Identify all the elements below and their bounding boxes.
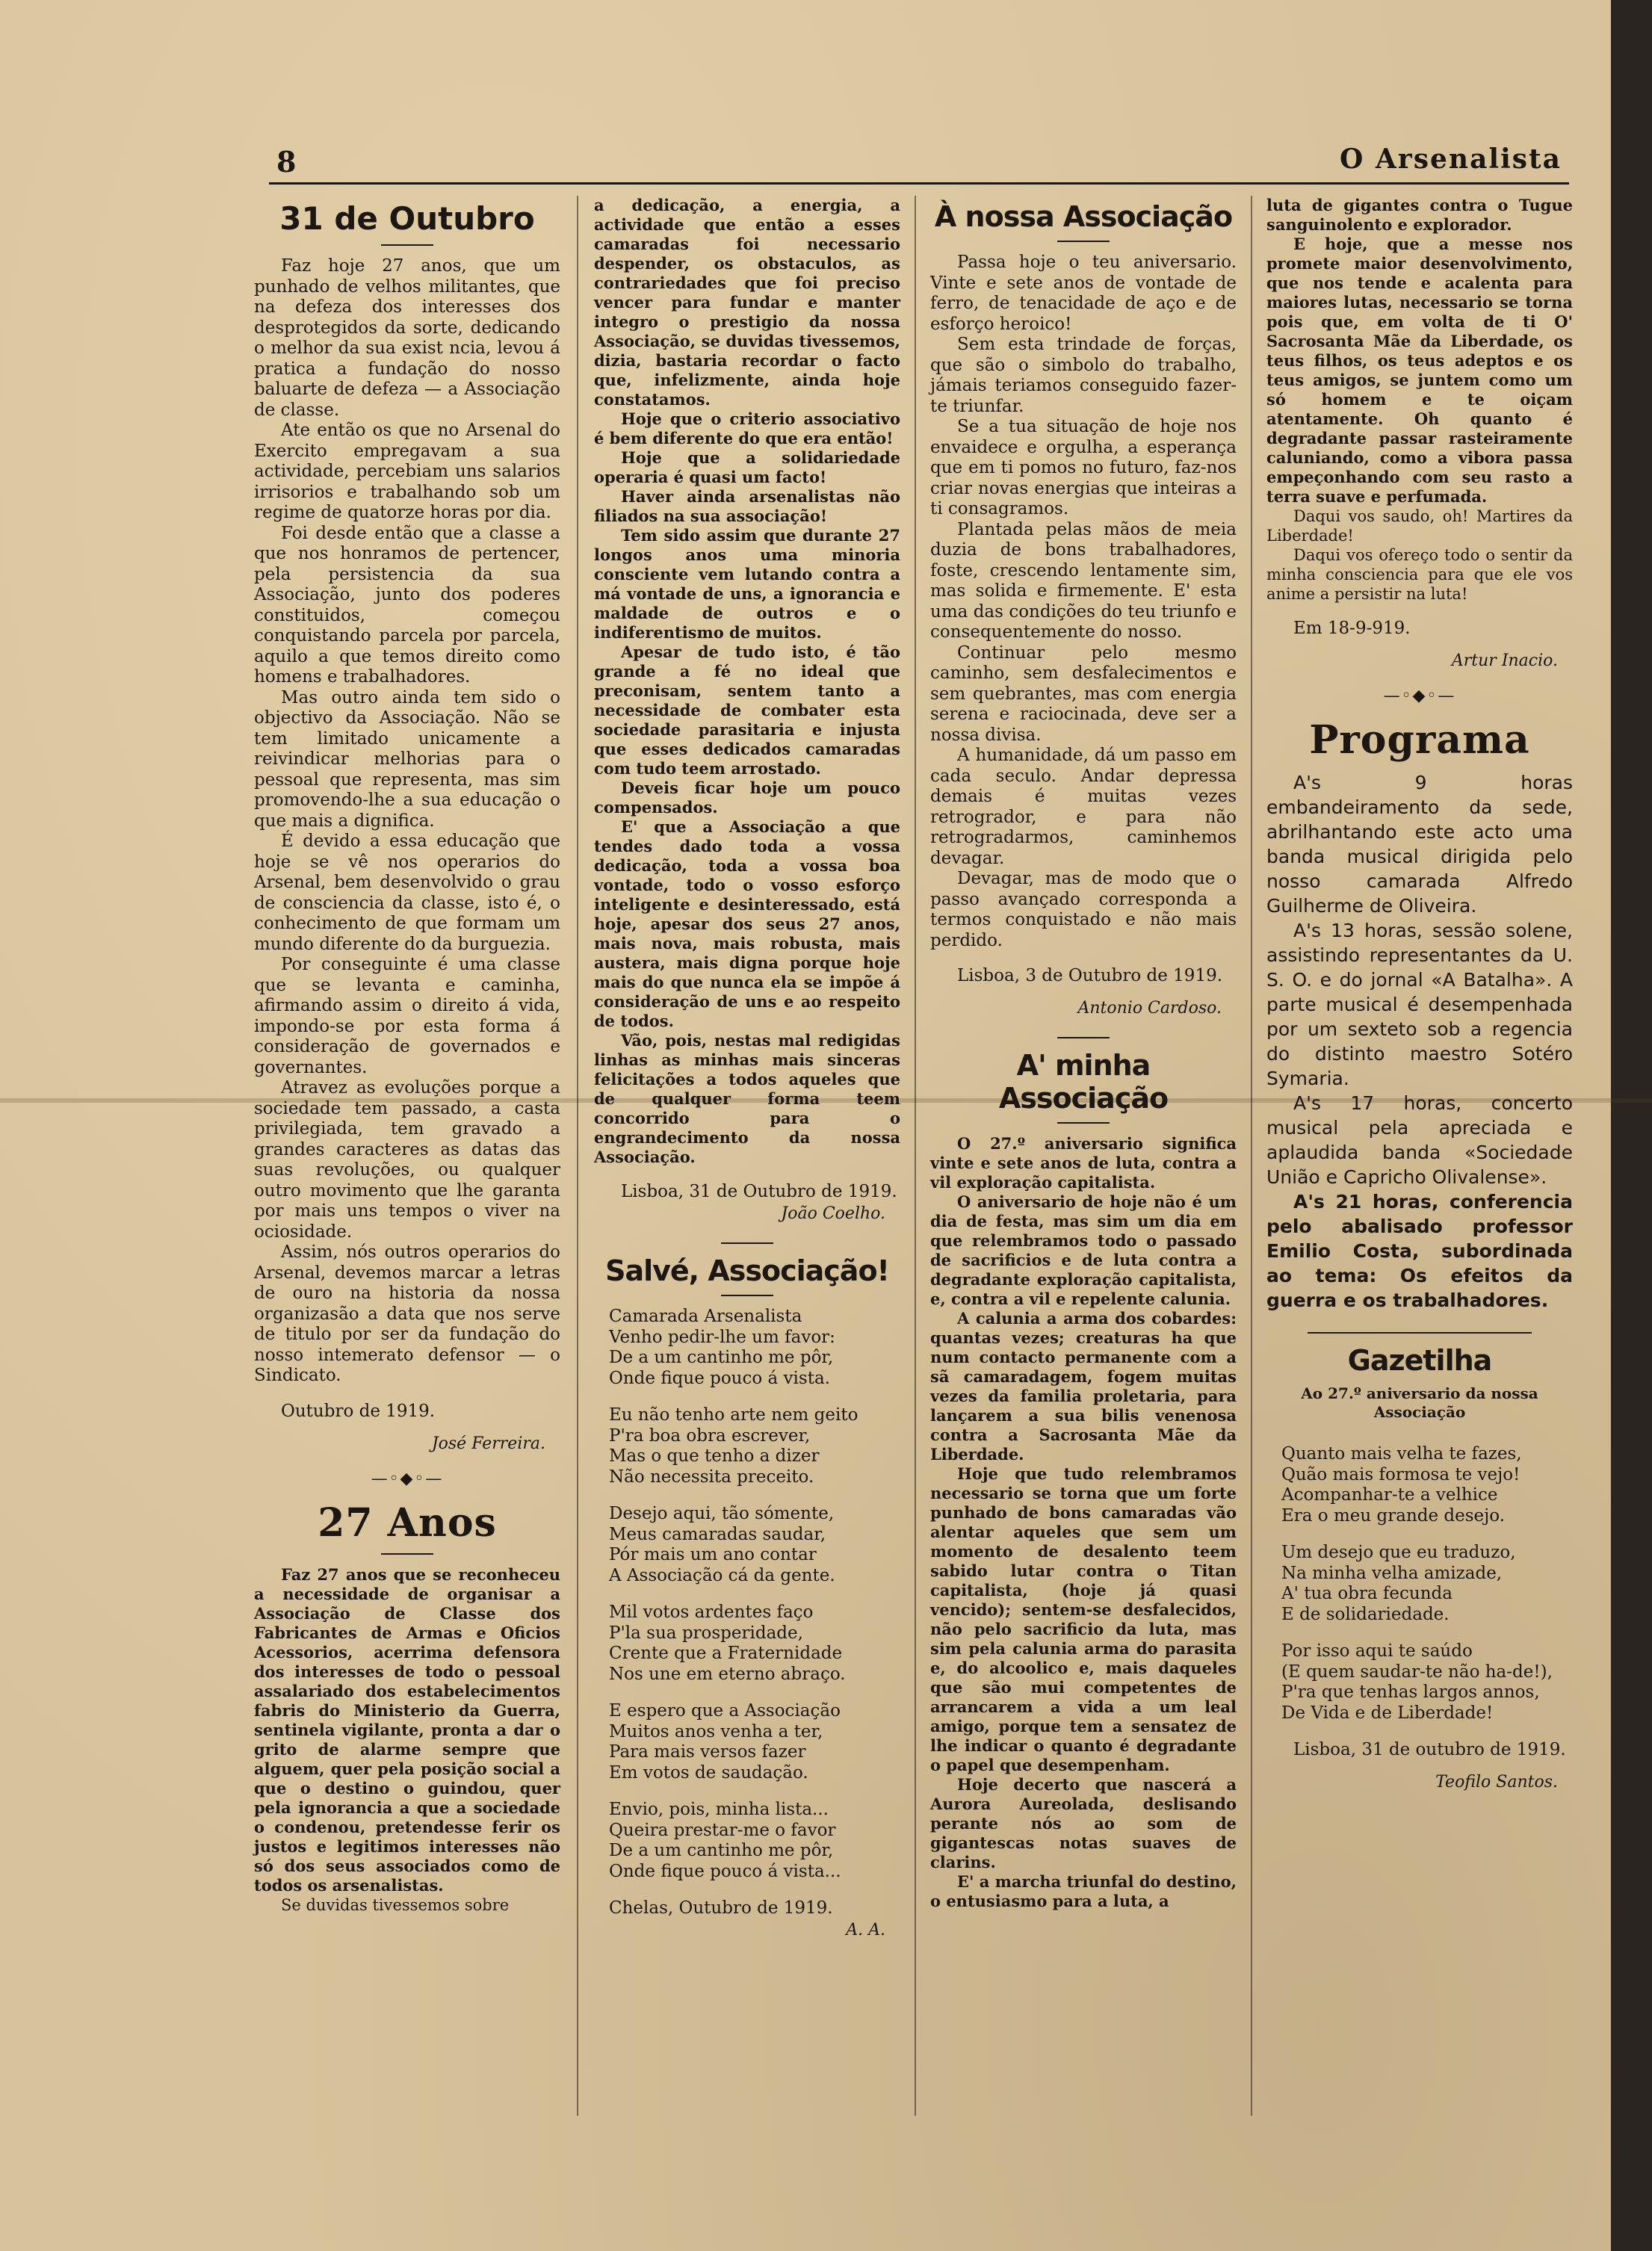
divider [1057, 1037, 1110, 1038]
divider [721, 1242, 773, 1244]
paragraph: Continuar pelo mesmo caminho, sem desfalecimentos e sem quebrantes, mas com energia serena e raciocinada, deve ser a nossa divisa. [930, 643, 1237, 745]
program-item: A's 21 horas, conferencia pelo abalisado professor Emilio Costa, subordinada ao tema: Os efeitos da guerra e os trabalhadores. [1266, 1191, 1573, 1311]
paragraph: Vão, pois, nestas mal redigidas linhas as minhas mais sinceras felicitações a todos aqueles que de qualquer forma teem concorrido para o engrandecimento da nossa Associação. [594, 1031, 900, 1166]
scan-edge [1611, 0, 1652, 2251]
verse-line: Acompanhar-te a velhice [1281, 1485, 1498, 1505]
paragraph: Daqui vos saudo, oh! Martires da Liberdade! [1266, 507, 1573, 545]
poem-signature: Teofilo Santos. [1435, 1773, 1558, 1792]
poem-stanza [609, 1603, 900, 1685]
paragraph: Devagar, mas de modo que o passo avançado corresponda a termos conquistado e não mais perdido. [930, 869, 1237, 950]
paragraph: Deveis ficar hoje um pouco compensados. [594, 778, 900, 817]
paragraph: Foi desde então que a classe a que nos honramos de pertencer, pela persistencia da sua Associação, junto dos poderes constituidos, começou conquistando parcela por parcela, aquilo a que temos direito como homens e trabalhadores. [254, 523, 560, 687]
column-4 [1266, 196, 1573, 1792]
poem-stanza [1281, 1641, 1573, 1724]
poem-stanza [1281, 1543, 1573, 1625]
paragraph: a dedicação, a energia, a actividade que então a esses camaradas foi necessario despender, os obstaculos, as contrariedades que foi preciso vencer para fundar e manter integro o prestigio da nossa Associação, se duvidas tivessemos, dizia, bastaria recordar o facto que, infelizmente, ainda hoje constatamos. [594, 196, 900, 409]
title-rule [1057, 1122, 1110, 1124]
poem-stanza [609, 1504, 900, 1586]
column-rule [577, 196, 578, 2116]
verse-line: Crente que a Fraternidade [609, 1644, 843, 1663]
verse-line: De a um cantinho me pôr, [609, 1348, 834, 1367]
paragraph: Faz 27 anos que se reconheceu a necessidade de organisar a Associação de Classe dos Fabricantes de Armas e Oficios Acessorios, acerrima defensora dos interesses de todo o pessoal assalariado dos estabelecimentos fabris do Ministerio da Guerra, sentinela vigilante, pronta a dar o grito de alarme sempre que alguem, quer pela posição social a que o destino o guindou, quer pela ignorancia a que a sociedade o condenou, pretendesse ferir os justos e legitimos interesses não só dos seus associados como de todos os arsenalistas. [254, 1564, 560, 1895]
poem-stanza [609, 1405, 900, 1487]
poem-subtitle: Ao 27.º aniversario da nossa Associação [1301, 1384, 1538, 1421]
ornament-divider: —◦◆◦— [1383, 687, 1456, 705]
paragraph: Plantada pelas mãos de meia duzia de bons trabalhadores, foste, crescendo lentamente sim, mas solida e firmemente. E' esta uma das condições do teu triunfo e consequentemente do nosso. [930, 519, 1237, 642]
verse-line: E espero que a Associação [609, 1701, 841, 1721]
verse-line: Mas o que tenho a dizer [609, 1446, 820, 1466]
article-date: Outubro de 1919. [281, 1401, 436, 1421]
section-title: Programa [1309, 717, 1530, 763]
title-rule [1057, 241, 1110, 242]
journal-name: O Arsenalista [1339, 143, 1562, 175]
poem-title: Gazetilha [1347, 1344, 1492, 1377]
verse-line: E de solidariedade. [1281, 1604, 1450, 1624]
article-signature: Artur Inacio. [1451, 651, 1558, 670]
paragraph: E' que a Associação a que tendes dado toda a vossa dedicação, toda a vossa boa vontade, todo o vosso esforço inteligente e desinteressado, está hoje, apesar dos seus 27 anos, mais nova, mais robusta, mais austera, mais digna porque hoje mais do que nunca ela se impõe á consideração de uns e ao respeito de todos. [594, 817, 900, 1030]
article-signature: José Ferreira. [431, 1434, 545, 1453]
verse-line: Quanto mais velha te fazes, [1281, 1444, 1522, 1464]
verse-line: Um desejo que eu traduzo, [1281, 1543, 1516, 1562]
article-signature: Antonio Cardoso. [1077, 999, 1222, 1018]
verse-line: A Associação cá da gente. [609, 1565, 835, 1585]
header-rule [269, 182, 1569, 185]
program-item: A's 17 horas, concerto musical pela apreciada e aplaudida banda «Sociedade União e Capricho Olivalense». [1266, 1092, 1573, 1188]
paragraph: Se a tua situação de hoje nos envaidece e orgulha, a esperança que em ti pomos no futuro, faz-nos criar novas energias que inteiras a ti consagramos. [930, 417, 1237, 518]
article-date: Lisboa, 31 de Outubro de 1919. [621, 1182, 897, 1201]
column-2 [594, 196, 900, 1939]
paragraph: Mas outro ainda tem sido o objectivo da Associação. Não se tem limitado unicamente a reivindicar melhorias para o pessoal que representa, mas sim promovendo-lhe a sua educação o que mais a dignifica. [254, 687, 560, 831]
paragraph: E' a marcha triunfal do destino, o entusiasmo para a luta, a [930, 1872, 1237, 1910]
program-item: A's 9 horas embandeiramento da sede, abrilhantando este acto uma banda musical dirigida pelo nosso camarada Alfredo Guilherme de Oliveira. [1266, 772, 1573, 917]
column-rule [1251, 196, 1252, 2116]
verse-line: Onde fique pouco á vista. [609, 1368, 830, 1388]
verse-line: De Vida e de Liberdade! [1281, 1703, 1494, 1723]
verse-line: P'ra boa obra escrever, [609, 1425, 811, 1446]
article-title: 27 Anos [318, 1499, 497, 1546]
verse-line: Era o meu grande desejo. [1281, 1505, 1506, 1526]
article-date: Em 18-9-919. [1293, 619, 1411, 638]
paragraph: O 27.º aniversario significa vinte e sete anos de luta, contra a vil exploração capitalista. [930, 1134, 1237, 1192]
poem-signature: A. A. [846, 1921, 885, 1939]
paragraph: Ate então os que no Arsenal do Exercito empregavam a sua actividade, percebiam uns salarios irrisorios e trabalhando sob um regime de quatorze horas por dia. [254, 421, 560, 522]
poem-stanza [609, 1307, 900, 1389]
paragraph: Sem esta trindade de forças, que são o simbolo do trabalho, jámais teriamos conseguido fazer-te triunfar. [930, 335, 1237, 416]
paragraph: Por conseguinte é uma classe que se levanta e caminha, afirmando assim o direito á vida, impondo-se por esta forma á consideração de governados e governantes. [254, 955, 560, 1077]
paragraph: Hoje decerto que nascerá a Aurora Aureolada, deslisando perante nós ao som de gigantescas notas suaves de clarins. [930, 1775, 1237, 1871]
article-title: A' minha Associação [998, 1049, 1169, 1115]
article-title: 31 de Outubro [279, 200, 535, 237]
verse-line: Muitos anos venha a ter, [609, 1721, 823, 1741]
paragraph: Tem sido assim que durante 27 longos anos uma minoria consciente vem lutando contra a má vontade de uns, a ignorancia e maldade de outros e o indiferentismo de muitos. [594, 526, 900, 642]
verse-line: (E quem saudar-te não ha-de!), [1281, 1662, 1553, 1682]
verse-line: Meus camaradas saudar, [609, 1524, 826, 1544]
paragraph: Faz hoje 27 anos, que um punhado de velhos militantes, que na defeza dos interesses dos desprotegidos da sorte, dedicando o melhor da sua exist ncia, levou á pratica a fundação do nosso baluarte de defeza — a Associação de classe. [254, 256, 560, 420]
paragraph: A humanidade, dá um passo em cada seculo. Andar depressa demais é muitas vezes retrogrador, e para não retrogradarmos, caminhemos devagar. [930, 746, 1237, 868]
title-rule [381, 1553, 433, 1555]
verse-line: P'ra que tenhas largos annos, [1281, 1682, 1540, 1702]
paragraph: Se duvidas tivessemos sobre [281, 1895, 510, 1914]
verse-line: Queira prestar-me o favor [609, 1820, 836, 1840]
verse-line: De a um cantinho me pôr, [609, 1841, 834, 1860]
verse-line: Mil votos ardentes faço [609, 1603, 814, 1622]
verse-line: Nos une em eterno abraço. [609, 1664, 846, 1684]
page-number: 8 [276, 145, 297, 179]
program-item: A's 13 horas, sessão solene, assistindo representantes da U. S. O. e do jornal «A Batalha». A parte musical é desempenhada por um sexteto sob a regencia do distinto maestro Sotéro Symaria. [1266, 920, 1573, 1089]
verse-line: Para mais versos fazer [609, 1742, 806, 1762]
paragraph: E hoje, que a messe nos promete maior desenvolvimento, que nos tende e acalenta para maiores lutas, necessario se torna pois que, em volta de ti O' Sacrosanta Mãe da Liberdade, os teus filhos, os teus adeptos e os teus amigos, se juntem como um só homem e te oiçam atentamente. Oh quanto é degradante passar rasteiramente caluniando, como a vibora passa empeçonhando com seu rasto a terra suave e perfumada. [1266, 235, 1573, 506]
poem-stanza [1281, 1444, 1573, 1526]
verse-line: Quão mais formosa te vejo! [1281, 1464, 1520, 1484]
paragraph: Assim, nós outros operarios do Arsenal, devemos marcar a letras de ouro na historia da nossa organizasão a data que nos serve de titulo por ser da fundação do nosso intemerato defensor — o Sindicato. [254, 1242, 560, 1385]
running-head [276, 139, 1562, 184]
verse-line: Onde fique pouco á vista... [609, 1861, 841, 1881]
column-1 [254, 196, 560, 1915]
verse-line: A' tua obra fecunda [1281, 1584, 1453, 1603]
paragraph: É devido a essa educação que hoje se vê nos operarios do Arsenal, bem desenvolvido o grau de consciencia da classe, isto é, o conhecimento de que formam um mundo diferente do da burguezia. [254, 832, 560, 954]
article-date: Lisboa, 3 de Outubro de 1919. [957, 966, 1223, 985]
article-title: À nossa Associação [934, 200, 1233, 233]
paragraph: Hoje que o criterio associativo é bem diferente do que era então! [594, 409, 900, 448]
paragraph: Hoje que tudo relembramos necessario se torna que um forte punhado de bons camaradas vão alentar aqueles que sem um momento de desalento teem sabido lutar contra o Titan capitalista, (hoje já quasi vencido); sentem-se desfalecidos, não pelo sacrificio da luta, mas sim pela calunia arma do parasita e, do alcoolico e, mais daqueles que são mui competentes de arrancarem a vida a um leal amigo, porque tem a sensatez de lhe indicar o quanto é degradante o papel que desempenham. [930, 1464, 1237, 1774]
paragraph: Hoje que a solidariedade operaria é quasi um facto! [594, 448, 900, 486]
verse-line: Eu não tenho arte nem geito [609, 1405, 859, 1425]
title-rule [381, 244, 433, 246]
ornament-divider: —◦◆◦— [371, 1469, 444, 1488]
paragraph: Passa hoje o teu aniversario. Vinte e sete anos de vontade de ferro, de tenacidade de aço e de esforço heroico! [930, 253, 1237, 334]
poem-date: Chelas, Outubro de 1919. [609, 1898, 833, 1918]
poem-date: Lisboa, 31 de outubro de 1919. [1293, 1740, 1566, 1759]
verse-line: Pór mais um ano contar [609, 1545, 817, 1564]
verse-line: P'la sua prosperidade, [609, 1623, 803, 1643]
verse-line: Na minha velha amizade, [1281, 1563, 1503, 1583]
paragraph: Apesar de tudo isto, é tão grande a fé no ideal que preconisam, sentem tanto a necessidade de combater esta sociedade parasitaria e injusta que esses dedicados camaradas com tudo teem arrostado. [594, 643, 900, 778]
poem-title: Salvé, Associação! [605, 1254, 889, 1287]
verse-line: Envio, pois, minha lista... [609, 1800, 829, 1819]
verse-line: Por isso aqui te saúdo [1281, 1641, 1473, 1661]
paragraph: Daqui vos ofereço todo o sentir da minha consciencia para que ele vos anime a persistir na luta! [1266, 546, 1573, 603]
column-3 [930, 196, 1237, 1911]
paragraph: O aniversario de hoje não é um dia de festa, mas sim um dia em que relembramos todo o passado de sacrificios e de luta contra a degradante exploração capitalista, e, contra a vil e repelente calunia. [930, 1192, 1237, 1308]
divider [1308, 1332, 1532, 1334]
verse-line: Venho pedir-lhe um favor: [609, 1327, 835, 1347]
paragraph: Atravez as evoluções porque a sociedade tem passado, a casta privilegiada, tem gravado a grandes caracteres as datas das suas revoluções, ou qualquer outro movimento que lhe garanta por mais uns tempos o viver na ociosidade. [254, 1078, 560, 1242]
poem-stanza [609, 1701, 900, 1783]
verse-line: Camarada Arsenalista [609, 1307, 802, 1326]
verse-line: Em votos de saudação. [609, 1762, 808, 1783]
column-rule [915, 196, 916, 2116]
poem-stanza [609, 1800, 900, 1882]
verse-line: Desejo aqui, tão sómente, [609, 1504, 835, 1523]
article-signature: João Coelho. [781, 1204, 885, 1223]
title-rule [721, 1295, 773, 1296]
verse-line: Não necessita preceito. [609, 1467, 814, 1487]
paragraph: Haver ainda arsenalistas não filiados na sua associação! [594, 487, 900, 525]
paragraph: luta de gigantes contra o Tugue sanguinolento e explorador. [1266, 196, 1573, 234]
paragraph: A calunia a arma dos cobardes: quantas vezes; creaturas ha que num contacto permanente com a sã camaradagem, fogem muitas vezes da familia proletaria, para lançarem a sua bilis venenosa contra a Sacrosanta Mãe da Liberdade. [930, 1309, 1237, 1464]
